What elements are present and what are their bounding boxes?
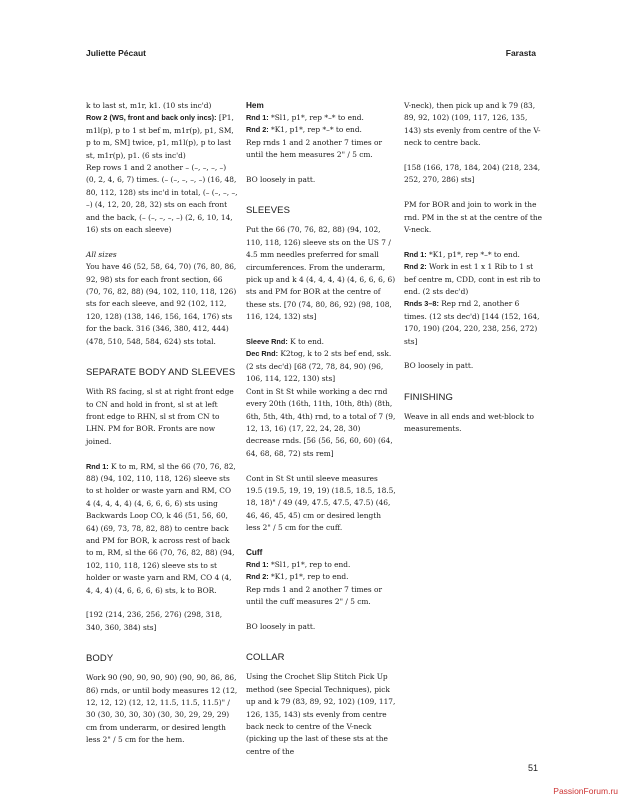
collar-rnds3-8-label: Rnds 3–8: (404, 299, 439, 309)
cuff-rnd1 (246, 559, 396, 571)
paragraph: With RS facing, sl st at right front edge to CN and hold in front, sl st at left front edge to RHN, sl st from CN to LHN. PM for BOR. Fronts are now joined. (86, 387, 234, 446)
paragraph: Cont in St St while working a dec rnd every 20th (16th, 11th, 10th, 8th) (8th, 6th, 5th, 4th, 4th) rnd, to a total of 7 (9, 12, 13, 16) (17, 22, 24, 28, 30) decrease rnds. [56 (56, 56, 60, 60) (64, 64, 68, 68, 72) sts rem] (246, 386, 396, 458)
paragraph: Put the 66 (70, 76, 82, 88) (94, 102, 110, 118, 126) sleeve sts on the US 7 / 4.5 mm needles preferred for small circumferences. From the underarm, pick up and k 4 (4, 4, 4, 4) (4, 6, 6, 6, 6) sts and PM for BOR at the centre of these sts. [70 (74, 80, 86, 92) (98, 108, 116, 124, 132) sts] (246, 225, 396, 322)
hem-rnd1-text: *Sl1, p1*, rep *–* to end. (268, 113, 364, 122)
cuff-rnd1-label: Rnd 1: (246, 559, 269, 569)
hem-rnd2-label: Rnd 2: (246, 125, 269, 135)
page-number: 51 (527, 763, 538, 773)
all-sizes-label: All sizes (86, 249, 117, 259)
dec-rnd-label: Dec Rnd: (246, 349, 279, 359)
column-2 (246, 100, 396, 758)
cuff-rnd1-text: *Sl1, p1*, rep to end. (268, 559, 351, 569)
paragraph: k to last st, m1r, k1. (10 sts inc'd) (86, 101, 212, 110)
collar-rnd2 (404, 261, 544, 298)
collar-rnd1 (404, 249, 544, 261)
paragraph: Rep rnds 1 and 2 another 7 times or until the cuff measures 2" / 5 cm. (246, 584, 383, 607)
paragraph: Weave in all ends and wet-block to measurements. (404, 411, 534, 434)
rnd1-text: K to m, RM, sl the 66 (70, 76, 82, 88) (94, 102, 110, 118, 126) sleeve sts to st holder or waste yarn and RM, CO 4 (4, 4, 4, 4) (4, 6, 6, 6, 6) sts using Backwards Loop CO, k 46 (51, 56, 60, 64) (69, 73, 78, 82, 88) to centre back and PM for BOR, k across rest of back to m, RM, sl the 66 (70, 76, 82, 88) (94, 102, 110, 118, 126) sleeve sts to st holder or waste yarn and RM, CO 4 (4, 4, 4, 4) (4, 6, 6, 6, 6) sts, k to BOR. (86, 461, 236, 595)
row2-label: Row 2 (WS, front and back only incs): (86, 113, 217, 123)
dec-rnd (246, 348, 396, 385)
cuff-rnd2-text: *K1, p1*, rep to end. (268, 572, 349, 582)
rnd1-label: Rnd 1: (86, 461, 109, 471)
sleeve-rnd-label: Sleeve Rnd: (246, 337, 288, 347)
header-title: Farasta (505, 48, 536, 58)
paragraph: Rep rnds 1 and 2 another 7 times or until the hem measures 2" / 5 cm. (246, 137, 383, 160)
paragraph: BO loosely in patt. (246, 175, 316, 185)
subheading-hem: Hem (246, 101, 264, 110)
section-heading-finishing: FINISHING (404, 391, 453, 403)
section-heading-collar: COLLAR (246, 652, 285, 664)
paragraph: V-neck), then pick up and k 79 (83, 89, 92, 102) (109, 117, 126, 135, 143) sts evenly from centre of the V-neck to centre back. (404, 101, 541, 148)
paragraph: Cont in St St until sleeve measures 19.5 (19.5, 19, 19, 19) (18.5, 18.5, 18.5, 18, 18)" / 49 (49, 47.5, 47.5, 47.5) (46, 46, 46, 45, 45) cm or desired length less 2" / 5 cm for the cuff. (246, 473, 396, 533)
hem-rnd2 (246, 124, 396, 136)
section-heading-sleeves: SLEEVES (246, 205, 291, 217)
collar-rnd2-label: Rnd 2: (404, 262, 427, 272)
paragraph: BO loosely in patt. (246, 621, 316, 631)
collar-rnd1-label: Rnd 1: (404, 249, 427, 259)
paragraph: Work 90 (90, 90, 90, 90) (90, 90, 86, 86, 86) rnds, or until body measures 12 (12, 12, 12, 12) (12, 12, 11.5, 11.5, 11.5)" / 30 (30, 30, 30, 30) (30, 30, 29, 29, 29) cm from underarm, or desired length less 2" / 5 cm for the hem. (86, 673, 238, 745)
paragraph: Rep rows 1 and 2 another – (–, –, –, –) (0, 2, 4, 6, 7) times. (– (–, –, –, –) (16, 48, 80, 112, 128) sts inc'd in total, (– (–, –, –, –) (4, 12, 20, 28, 32) sts on each front and the back, (– (–, –, –, –) (2, 6, 10, 14, 16) sts on each sleeve) (86, 163, 238, 235)
sleeve-rnd (246, 336, 396, 348)
paragraph: [192 (214, 236, 256, 276) (298, 318, 340, 360, 384) sts] (86, 610, 223, 632)
paragraph: PM for BOR and join to work in the rnd. PM in the st at the centre of the V-neck. (404, 200, 542, 235)
collar-rnds3-8-text: Rep rnd 2, another 6 times. (12 sts dec'd) [144 (152, 164, 170, 190) (204, 220, 238, 256, 272) sts] (404, 299, 540, 346)
section-heading-body: BODY (86, 653, 114, 665)
cuff-rnd2-label: Rnd 2: (246, 572, 269, 582)
rnd1-instruction (86, 461, 238, 597)
collar-rnds3-8 (404, 298, 544, 348)
collar-rnd1-text: *K1, p1*, rep *–* to end. (426, 249, 520, 259)
paragraph: [158 (166, 178, 184, 204) (218, 234, 252, 270, 286) sts] (404, 163, 541, 185)
dec-rnd-text: K2tog, k to 2 sts bef end, ssk. (2 sts dec'd) [68 (72, 78, 84, 90) (96, 106, 114, 122, 130) sts] (246, 349, 392, 384)
column-1 (86, 100, 238, 747)
paragraph: Using the Crochet Slip Stitch Pick Up method (see Special Techniques), pick up and k 79 (83, 89, 92, 102) (109, 117, 126, 135, 143) sts evenly from centre back neck to centre of the V-neck (picking up the last of these sts at the centre of the (246, 672, 396, 756)
header-author: Juliette Pécaut (86, 48, 146, 58)
paragraph: You have 46 (52, 58, 64, 70) (76, 80, 86, 92, 98) sts for each front section, 66 (70, 76, 82, 88) (94, 102, 110, 118, 126) sts for each sleeve, and 92 (102, 112, 120, 128) (138, 146, 156, 164, 176) sts for the back. 316 (346, 380, 412, 444) (478, 510, 548, 584, 624) sts total. (86, 262, 237, 346)
paragraph: BO loosely in patt. (404, 361, 474, 371)
hem-rnd1 (246, 112, 396, 124)
section-heading-separate: SEPARATE BODY AND SLEEVES (86, 367, 236, 379)
sleeve-rnd-text: K to end. (287, 337, 324, 347)
subheading-cuff: Cuff (246, 547, 263, 557)
watermark: PassionForum.ru (553, 786, 618, 796)
collar-rnd2-text: Work in est 1 x 1 Rib to 1 st bef centre m, CDD, cont in est rib to end. (2 sts dec'd) (404, 262, 541, 297)
row2-text: [P1, m1l(p), p to 1 st bef m, m1r(p), p1, SM, p to m, SM] twice, p1, m1l(p), p to last st, m1r(p), p1. (6 sts inc'd) (86, 113, 234, 160)
hem-rnd1-label: Rnd 1: (246, 113, 269, 122)
hem-rnd2-text: *K1, p1*, rep *–* to end. (268, 125, 362, 135)
column-3 (404, 100, 544, 436)
cuff-rnd2 (246, 571, 396, 583)
row2-instruction (86, 112, 238, 162)
